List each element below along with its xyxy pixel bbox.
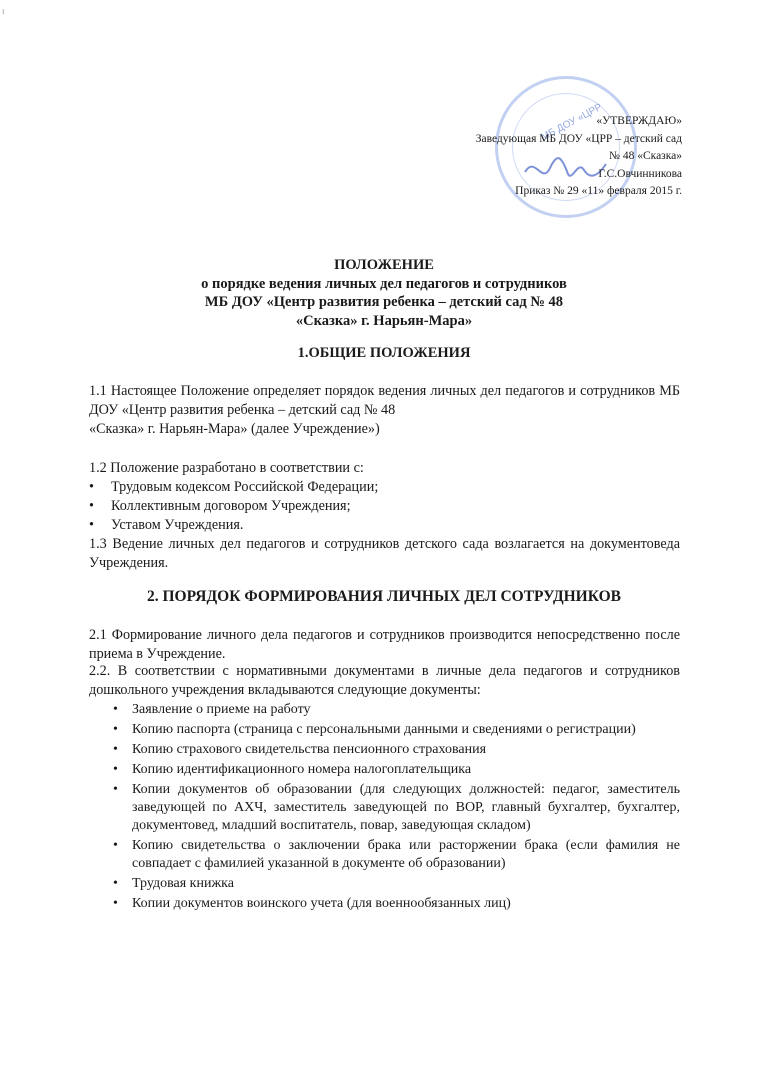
list-item-text: Трудовая книжка [132, 876, 234, 891]
bullet-icon: • [113, 896, 118, 911]
list-item [89, 516, 243, 535]
bullet-icon: • [113, 722, 118, 737]
section-1-heading: 1.ОБЩИЕ ПОЛОЖЕНИЯ [297, 345, 471, 361]
approval-order: Приказ № 29 «11» февраля 2015 г. [515, 185, 682, 197]
list-item-text: Копии документов об образовании (для следующих должностей: педагог, заместитель заведующей по АХЧ, заместитель заведующей по ВОР, главный бухгалтер, бухгалтер, документовед, младший воспитатель, повар, заведующая складом) [132, 782, 680, 833]
title-line-2: о порядке ведения личных дел педагогов и сотрудников [201, 275, 567, 292]
list-item-text: Трудовым кодексом Российской Федерации; [111, 479, 379, 495]
bullet-icon: • [113, 782, 118, 797]
bullet-icon: • [113, 742, 118, 757]
paragraph-1-1: 1.1 Настоящее Положение определяет порядок ведения личных дел педагогов и сотрудников МБ ДОУ «Центр развития ребенка – детский сад № 48 [89, 383, 680, 418]
list-item [113, 701, 680, 719]
document-title [0, 256, 768, 330]
title-line-1: ПОЛОЖЕНИЕ [334, 257, 434, 273]
paragraph-2-2: 2.2. В соответствии с нормативными документами в личные дела педагогов и сотрудников дошкольного учреждения вкладываются следующие документы: [89, 663, 680, 698]
list-item [113, 761, 680, 779]
stamp-text: МБ ДОУ «ЦРР [539, 101, 605, 144]
documents-list [113, 701, 680, 915]
paragraph-1-1-cont: «Сказка» г. Нарьян-Мара» (далее Учреждение») [89, 421, 380, 437]
list-item [89, 478, 378, 497]
bullet-icon: • [113, 762, 118, 777]
list-item-text: Копию идентификационного номера налогоплательщика [132, 762, 472, 777]
title-line-4: «Сказка» г. Нарьян-Мара» [295, 312, 473, 329]
bullet-icon: • [89, 498, 94, 514]
approval-org: № 48 «Сказка» [609, 150, 682, 162]
list-item-text: Копию свидетельства о заключении брака или расторжении брака (если фамилия не совпадает с фамилией указанной в документе об образовании) [132, 838, 680, 871]
list-item [89, 497, 351, 516]
list-item-text: Копии документов воинского учета (для военнообязанных лиц) [132, 896, 511, 911]
paragraph-2-1: 2.1 Формирование личного дела педагогов и сотрудников производится непосредственно после приема в Учреждение. [89, 627, 680, 662]
section-2-heading: 2. ПОРЯДОК ФОРМИРОВАНИЯ ЛИЧНЫХ ДЕЛ СОТРУДНИКОВ [147, 588, 621, 605]
approval-position: Заведующая МБ ДОУ «ЦРР – детский сад [475, 132, 682, 145]
approval-block [476, 113, 682, 201]
list-item-text: Коллективным договором Учреждения; [111, 498, 351, 514]
list-item [113, 875, 680, 893]
list-item [113, 837, 680, 873]
list-item [113, 781, 680, 835]
bullet-icon: • [89, 517, 94, 533]
list-item-text: Копию паспорта (страница с персональными данными и сведениями о регистрации) [132, 722, 636, 737]
paragraph-1-2: 1.2 Положение разработано в соответствии с: [89, 460, 364, 476]
list-item [113, 895, 680, 913]
list-item-text: Копию страхового свидетельства пенсионного страхования [132, 742, 487, 757]
list-item [113, 741, 680, 759]
bullet-icon: • [113, 702, 118, 717]
approval-heading: «УТВЕРЖДАЮ» [596, 115, 682, 127]
corner-mark: ɪ [2, 6, 5, 16]
bullet-icon: • [113, 838, 118, 853]
paragraph-1-3: 1.3 Ведение личных дел педагогов и сотрудников детского сада возлагается на документоведа Учреждения. [89, 536, 680, 571]
list-item-text: Уставом Учреждения. [111, 517, 244, 533]
list-item [113, 721, 680, 739]
list-item-text: Заявление о приеме на работу [132, 702, 311, 717]
bullet-icon: • [89, 479, 94, 495]
approval-name: Г.С.Овчинникова [598, 167, 682, 180]
title-line-3: МБ ДОУ «Центр развития ребенка – детский сад № 48 [204, 294, 564, 310]
bullet-icon: • [113, 876, 118, 891]
